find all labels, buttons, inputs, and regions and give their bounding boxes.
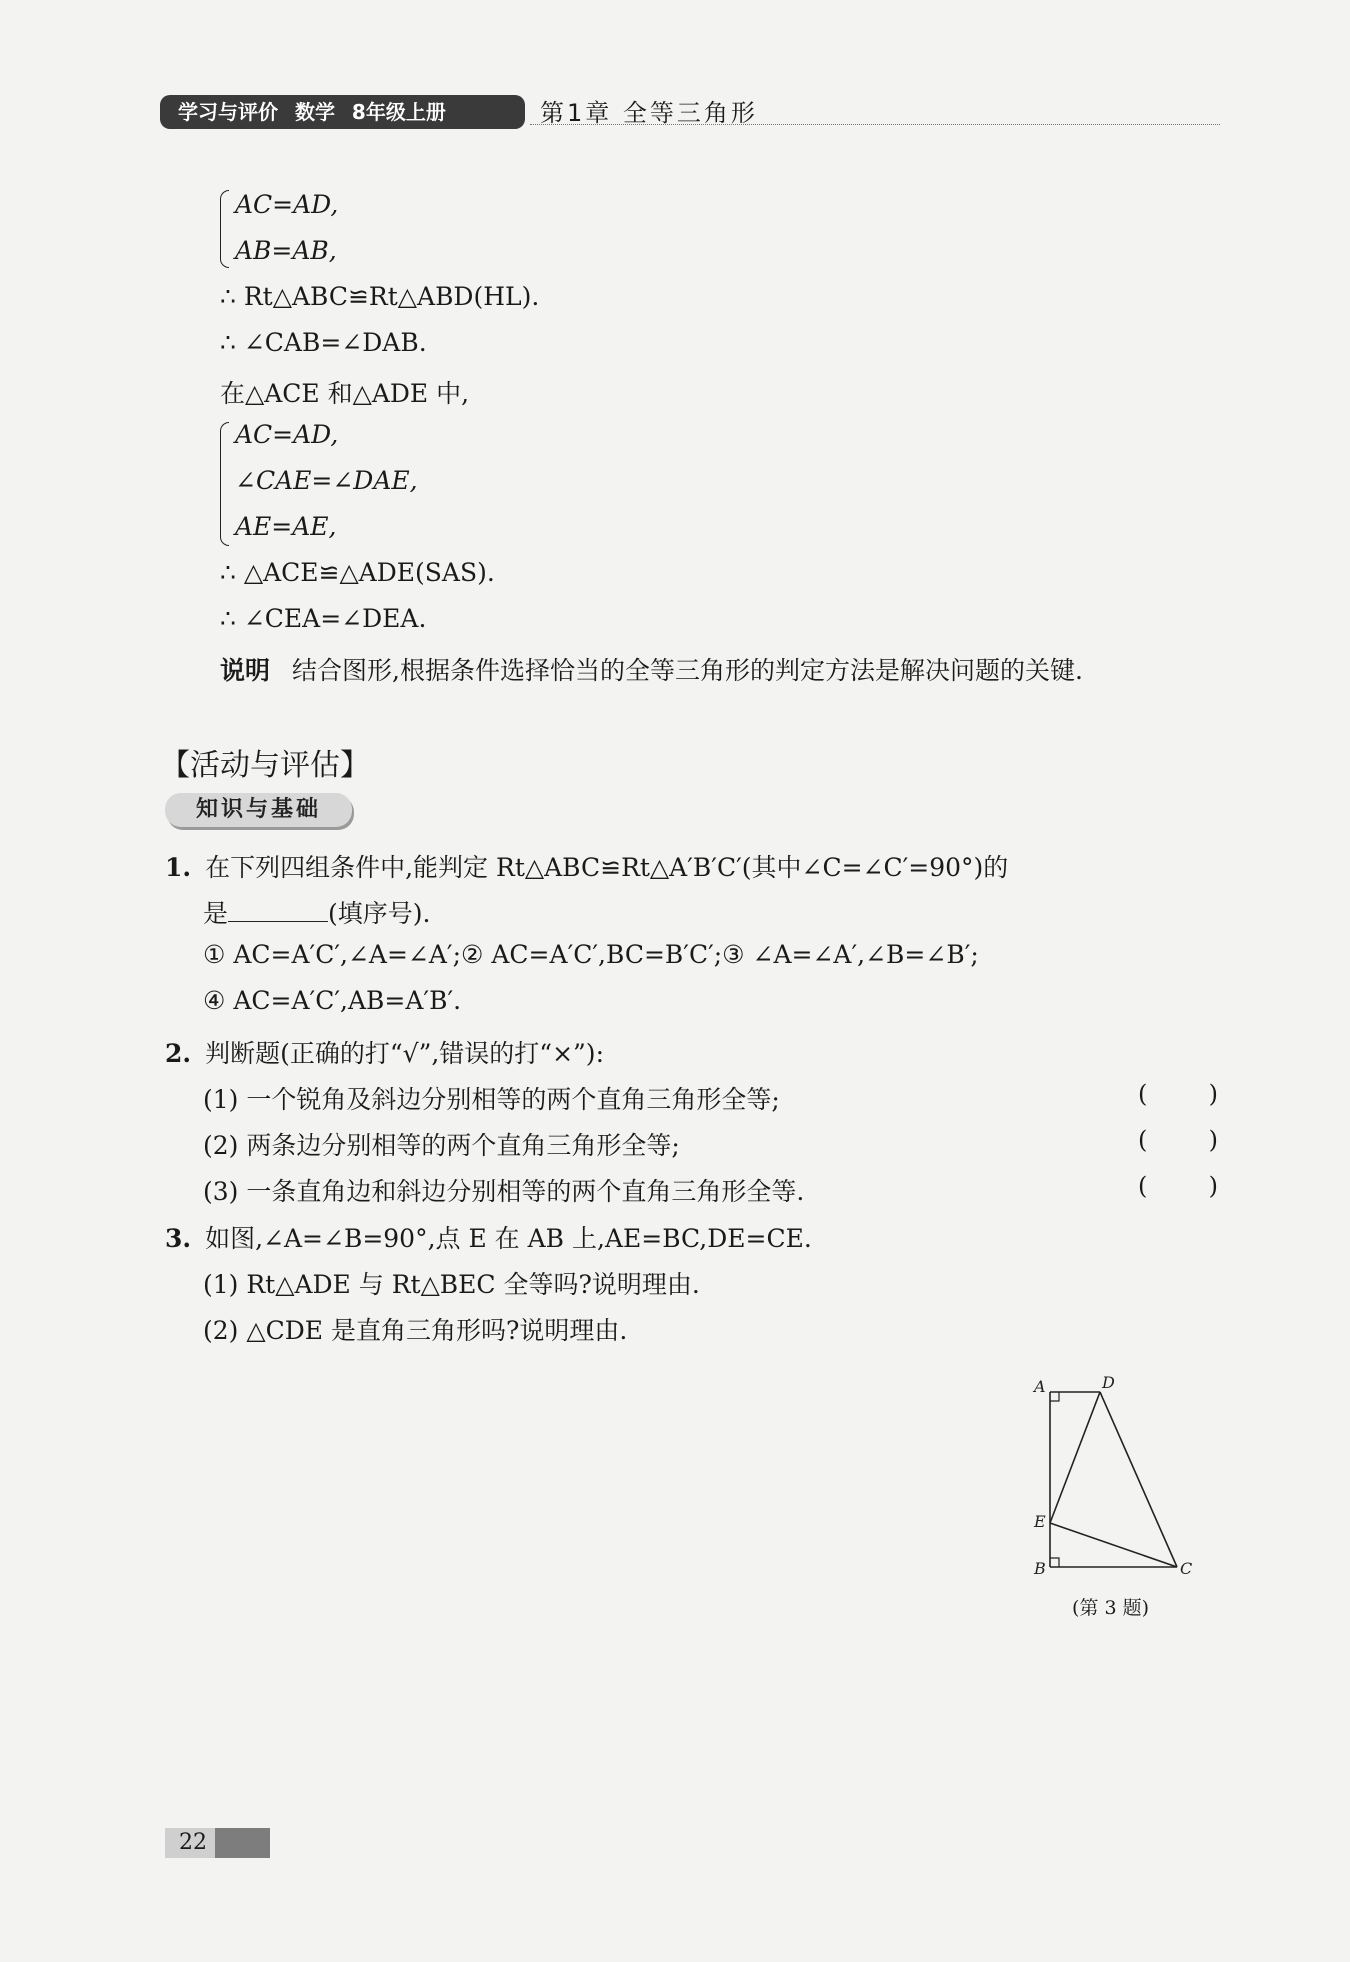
proof-line: ∴ ∠CEA=∠DEA.	[220, 604, 427, 633]
question-2	[165, 1034, 604, 1070]
note	[220, 651, 1083, 687]
proof-line: ∴ ∠CAB=∠DAB.	[220, 328, 427, 357]
section-badge: 知识与基础	[165, 793, 352, 827]
q1-line2	[203, 894, 430, 930]
note-text: 结合图形,根据条件选择恰当的全等三角形的判定方法是解决问题的关键.	[292, 656, 1083, 685]
section-title: 【活动与评估】	[160, 748, 370, 783]
q3-sub1: (1) Rt△ADE 与 Rt△BEC 全等吗?说明理由.	[203, 1270, 700, 1299]
proof-line: AC=AD,	[235, 190, 339, 219]
answer-parens[interactable]	[1138, 1126, 1218, 1154]
right-angle-mark-A	[1050, 1392, 1059, 1401]
q1-options-2: ④ AC=A′C′,AB=A′B′.	[203, 986, 462, 1015]
q2-item: (3) 一条直角边和斜边分别相等的两个直角三角形全等.	[203, 1177, 805, 1206]
right-angle-mark-B	[1050, 1558, 1059, 1567]
brace-1	[220, 190, 229, 268]
proof-line: AE=AE,	[235, 512, 337, 541]
note-label: 说明	[220, 656, 271, 685]
q1-suffix: (填序号).	[328, 899, 431, 928]
q1-line1: 在下列四组条件中,能判定 Rt△ABC≌Rt△A′B′C′(其中∠C=∠C′=90°)的	[205, 853, 1009, 882]
chapter-title: 第1章 全等三角形	[540, 99, 758, 127]
segment-DC	[1100, 1392, 1177, 1567]
question-number: 1.	[165, 853, 192, 882]
question-1	[165, 848, 1008, 884]
proof-line: ∴ Rt△ABC≌Rt△ABD(HL).	[220, 282, 540, 311]
answer-blank[interactable]	[228, 899, 328, 922]
q3-sub2: (2) △CDE 是直角三角形吗?说明理由.	[203, 1316, 628, 1345]
label-C: C	[1180, 1559, 1193, 1578]
label-D: D	[1102, 1373, 1115, 1392]
proof-line: ∠CAE=∠DAE,	[235, 466, 418, 495]
page-number: 22	[165, 1828, 270, 1858]
paren-close: )	[1208, 1080, 1218, 1108]
question-number: 3.	[165, 1224, 192, 1253]
proof-line: 在△ACE 和△ADE 中,	[220, 379, 470, 408]
book-series-banner: 学习与评价 数学 8年级上册	[160, 95, 525, 129]
q1-prefix: 是	[203, 899, 229, 928]
question-3	[165, 1219, 812, 1255]
proof-line: AC=AD,	[235, 420, 339, 449]
proof-line: ∴ △ACE≌△ADE(SAS).	[220, 558, 495, 587]
geometry-figure	[1030, 1370, 1220, 1585]
paren-close: )	[1208, 1172, 1218, 1200]
q2-stem: 判断题(正确的打“√”,错误的打“×”):	[205, 1039, 604, 1068]
label-A: A	[1034, 1377, 1046, 1396]
segment-EC	[1050, 1523, 1177, 1567]
answer-parens[interactable]	[1138, 1080, 1218, 1108]
q1-options-1: ① AC=A′C′,∠A=∠A′;② AC=A′C′,BC=B′C′;③ ∠A=∠A′,∠B=∠B′;	[203, 940, 979, 969]
q2-item: (2) 两条边分别相等的两个直角三角形全等;	[203, 1131, 680, 1160]
label-E: E	[1034, 1512, 1046, 1531]
paren-open: (	[1138, 1080, 1148, 1108]
question-number: 2.	[165, 1039, 192, 1068]
paren-close: )	[1208, 1126, 1218, 1154]
answer-parens[interactable]	[1138, 1172, 1218, 1200]
label-B: B	[1034, 1559, 1046, 1578]
figure-caption: (第 3 题)	[1072, 1597, 1149, 1619]
brace-2	[220, 422, 229, 546]
paren-open: (	[1138, 1172, 1148, 1200]
segment-DE	[1050, 1392, 1100, 1523]
header-divider	[530, 124, 1220, 125]
proof-line: AB=AB,	[235, 236, 337, 265]
q2-item: (1) 一个锐角及斜边分别相等的两个直角三角形全等;	[203, 1085, 780, 1114]
paren-open: (	[1138, 1126, 1148, 1154]
q3-stem: 如图,∠A=∠B=90°,点 E 在 AB 上,AE=BC,DE=CE.	[205, 1224, 812, 1253]
